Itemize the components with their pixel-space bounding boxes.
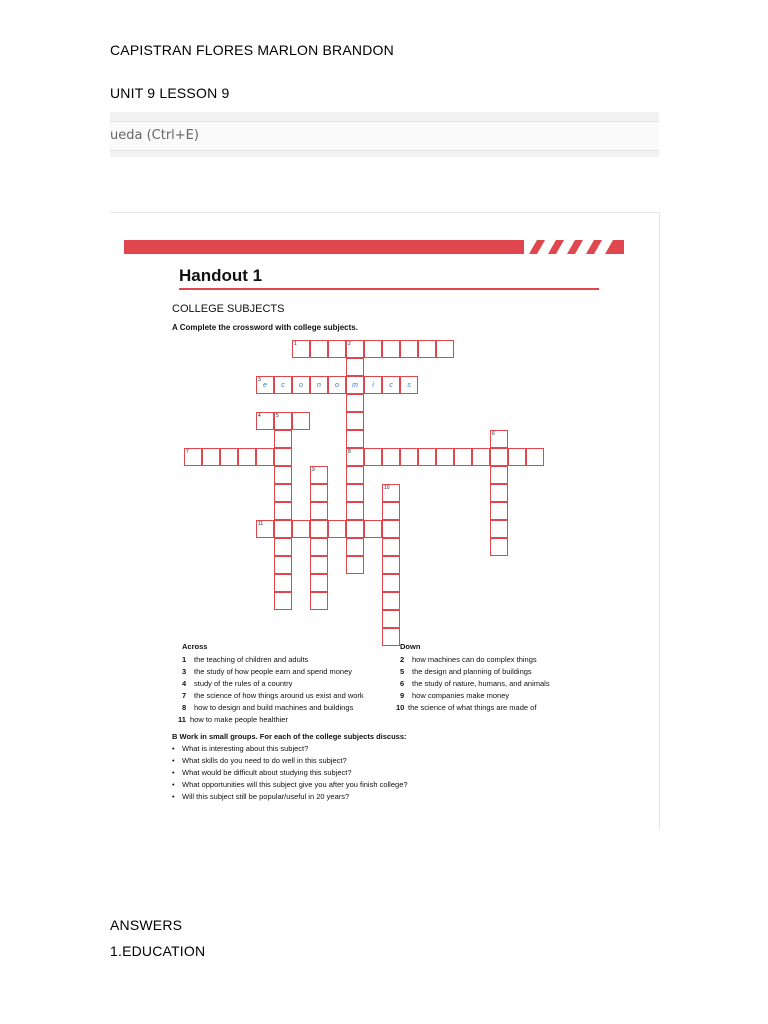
discussion-bullet: • What skills do you need to do well in this subject? [182,756,347,765]
crossword-cell [274,592,292,610]
crossword-cell [436,448,454,466]
crossword-cell [310,574,328,592]
crossword-cell [274,466,292,484]
crossword-cell [418,340,436,358]
filled-letter: o [299,382,303,389]
discussion-bullet: • What is interesting about this subject? [182,744,308,753]
crossword-cell [346,466,364,484]
clue-number: 5 [276,413,279,419]
crossword-cell [364,520,382,538]
handout-title: Handout 1 [179,266,263,285]
filled-letter: m [352,382,358,389]
crossword-cell [274,538,292,556]
crossword-cell [310,484,328,502]
clue-number: 10 [384,485,390,491]
crossword-cell [490,538,508,556]
crossword-grid [124,236,624,656]
filled-letter: o [335,382,339,389]
clue-number: 8 [348,449,351,455]
crossword-cell [256,412,274,430]
crossword-cell [328,376,346,394]
crossword-cell [256,376,274,394]
crossword-cell [346,394,364,412]
crossword-cell [346,376,364,394]
crossword-cell [292,376,310,394]
crossword-cell [274,502,292,520]
crossword-cell [184,448,202,466]
crossword-cell [346,412,364,430]
crossword-cell [328,520,346,538]
crossword-cell [382,538,400,556]
filled-letter: c [389,382,393,389]
crossword-cell [310,556,328,574]
down-clue: 5 the design and planning of buildings [400,667,532,676]
across-clue: 1 the teaching of children and adults [182,655,309,664]
crossword-cell [382,520,400,538]
clue-number: 9 [312,467,315,473]
crossword-cell [292,340,310,358]
across-clue: 8 how to design and build machines and buildings [182,703,354,712]
crossword-cell [382,340,400,358]
discussion-bullet: • What opportunities will this subject give you after you finish college? [182,780,408,789]
across-heading: Across [182,642,208,651]
unit-title: UNIT 9 LESSON 9 [110,85,230,101]
crossword-cell [490,502,508,520]
crossword-cell [292,520,310,538]
answer-1: 1.EDUCATION [110,943,206,959]
crossword-cell [310,538,328,556]
clue-number: 6 [492,431,495,437]
down-clue: 6 the study of nature, humans, and animals [400,679,550,688]
answers-heading: ANSWERS [110,917,183,933]
crossword-cell [274,430,292,448]
crossword-cell [364,448,382,466]
down-clue: 10 the science of what things are made of [396,703,537,712]
crossword-cell [346,556,364,574]
crossword-cell [274,448,292,466]
crossword-cell [274,520,292,538]
crossword-cell [274,412,292,430]
crossword-cell [274,484,292,502]
search-shortcut-text: ueda (Ctrl+E) [110,128,199,143]
crossword-cell [310,340,328,358]
across-clue: 4 study of the rules of a country [182,679,293,688]
down-clue: 2 how machines can do complex things [400,655,537,664]
crossword-cell [310,466,328,484]
discussion-bullet: • Will this subject still be popular/useful in 20 years? [182,792,349,801]
filled-letter: s [407,382,411,389]
handout-subtitle: COLLEGE SUBJECTS [172,303,285,315]
crossword-cell [382,592,400,610]
crossword-cell [274,556,292,574]
crossword-cell [436,340,454,358]
crossword-cell [346,520,364,538]
down-clue: 9 how companies make money [400,691,510,700]
student-name: CAPISTRAN FLORES MARLON BRANDON [110,42,394,58]
crossword-cell [454,448,472,466]
crossword-cell [490,466,508,484]
crossword-cell [346,502,364,520]
crossword-cell [382,628,400,646]
crossword-cell [364,376,382,394]
clue-number: 4 [258,413,261,419]
crossword-cell [418,448,436,466]
crossword-cell [490,448,508,466]
filled-letter: n [317,382,321,389]
clue-number: 7 [186,449,189,455]
crossword-cell [328,340,346,358]
crossword-cell [202,448,220,466]
crossword-cell [346,358,364,376]
crossword-cell [220,448,238,466]
instruction-a: A Complete the crossword with college subjects. [172,323,358,332]
crossword-cell [382,376,400,394]
clue-number: 2 [348,341,351,347]
clue-number: 3 [258,377,261,383]
crossword-cell [238,448,256,466]
crossword-cell [364,340,382,358]
crossword-cell [346,484,364,502]
clue-number: 11 [258,521,264,527]
screenshot-search-strip [110,112,659,157]
crossword-cell [508,448,526,466]
crossword-cell [310,376,328,394]
down-heading: Down [400,642,421,651]
filled-letter: i [372,382,374,389]
across-clue: 7 the science of how things around us exist and work [182,691,364,700]
crossword-cell [490,520,508,538]
filled-letter: e [263,382,267,389]
crossword-cell [292,412,310,430]
crossword-cell [472,448,490,466]
crossword-cell [490,484,508,502]
crossword-cell [346,340,364,358]
crossword-cell [382,556,400,574]
crossword-cell [490,430,508,448]
crossword-cell [346,430,364,448]
crossword-cell [382,574,400,592]
clue-number: 1 [294,341,297,347]
crossword-cell [274,376,292,394]
crossword-cell [382,610,400,628]
crossword-cell [382,502,400,520]
crossword-cell [382,448,400,466]
crossword-cell [526,448,544,466]
crossword-cell [310,502,328,520]
crossword-cell [400,448,418,466]
crossword-cell [274,574,292,592]
crossword-cell [400,376,418,394]
crossword-cell [256,520,274,538]
handout-image [124,236,624,818]
discussion-bullet: • What would be difficult about studying this subject? [182,768,352,777]
crossword-cell [400,340,418,358]
crossword-cell [346,538,364,556]
crossword-cell [346,448,364,466]
across-clue: 3 the study of how people earn and spend money [182,667,353,676]
across-clue: 11 how to make people healthier [178,715,288,724]
instruction-b: B Work in small groups. For each of the college subjects discuss: [172,732,407,741]
crossword-cell [256,448,274,466]
crossword-cell [310,592,328,610]
crossword-cell [310,520,328,538]
crossword-cell [382,484,400,502]
filled-letter: c [281,382,285,389]
